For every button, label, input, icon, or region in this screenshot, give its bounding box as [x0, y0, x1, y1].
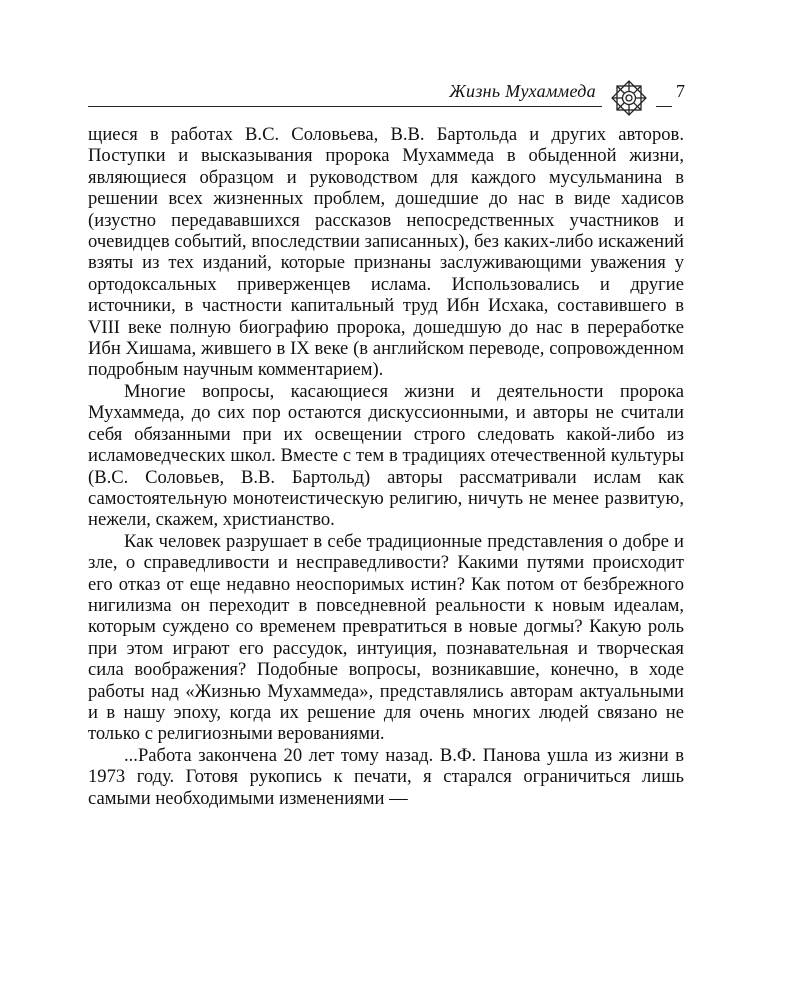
header-rule [88, 106, 602, 107]
paragraph-1: щиеся в работах В.С. Соловьева, В.В. Бартольда и других авторов. Поступки и высказывания пророка Мухаммеда в обыденной жизни, являющиеся образцом и руководством для каждого мусульманина в решении всех жизненных проблем, дошедшие до нас в виде хадисов (изустно передававшихся рассказов непосредственных участников и очевидцев событий, впоследствии записанных), без каких-либо искажений взяты из тех изданий, которые признаны заслуживающими уважения у ортодоксальных приверженцев ислама. Использовались и другие источники, в частности капитальный труд Ибн Исхака, составившего в VIII веке полную биографию пророка, дошедшую до нас в переработке Ибн Хишама, жившего в IX веке (в английском переводе, сопровожденном подробным научным комментарием). [88, 124, 684, 381]
paragraph-2: Многие вопросы, касающиеся жизни и деятельности пророка Мухаммеда, до сих пор остаются дискуссионными, и авторы не считали себя обязанными при их освещении строго следовать какой-либо из исламоведческих школ. Вместе с тем в традициях отечественной культуры (В.С. Соловьев, В.В. Бартольд) авторы рассматривали ислам как самостоятельную монотеистическую религию, ничуть не менее развитую, нежели, скажем, христианство. [88, 380, 684, 531]
body-text [88, 124, 684, 809]
paragraph-3: Как человек разрушает в себе традиционные представления о добре и зле, о справедливости и несправедливости? Какими путями происходит его отказ от еще недавно неоспоримых истин? Как потом от безбрежного нигилизма он переходит в повседневной реальности к новым идеалам, которым суждено со временем превратиться в новые догмы? Какую роль при этом играют его рассудок, интуиция, познавательная и творческая сила воображения? Подобные вопросы, возникавшие, конечно, в ходе работы над «Жизнью Мухаммеда», представлялись авторам актуальными и в нашу эпоху, когда их решение для очень многих людей связано не только с религиозными верованиями. [88, 530, 684, 745]
page-number: 7 [676, 81, 685, 101]
running-title: Жизнь Мухаммеда [449, 81, 596, 101]
octagram-ornament-icon [609, 78, 649, 118]
running-header [88, 78, 688, 118]
paragraph-4: ...Работа закончена 20 лет тому назад. В.Ф. Панова ушла из жизни в 1973 году. Готовя рукопись к печати, я старался ограничиться лишь самыми необходимыми изменениями — [88, 744, 684, 809]
header-rule-right [656, 106, 672, 107]
